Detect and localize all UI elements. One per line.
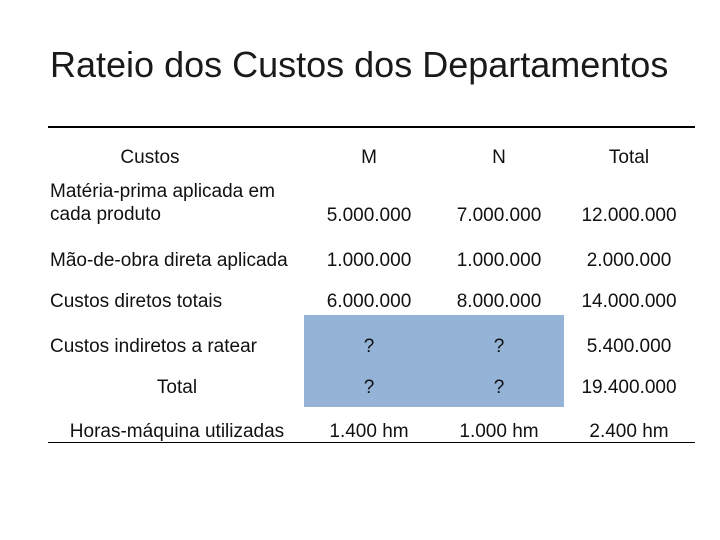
row-raw-material-total: 12.000.000 [581, 205, 677, 226]
header-costs: Custos [120, 147, 180, 168]
row-indirect-costs-total: 5.400.000 [586, 336, 672, 357]
row-direct-labor-m: 1.000.000 [326, 250, 412, 271]
row-raw-material-n: 7.000.000 [456, 205, 542, 226]
header-n: N [492, 147, 506, 168]
row-indirect-costs-m: ? [363, 336, 375, 357]
row-total-n: ? [493, 377, 505, 398]
row-direct-costs-n: 8.000.000 [456, 291, 542, 312]
row-label-total: Total [156, 377, 198, 398]
slide-title: Rateio dos Custos dos Departamentos [50, 44, 669, 85]
row-direct-costs-m: 6.000.000 [326, 291, 412, 312]
table-bottom-rule [48, 442, 695, 443]
row-machine-hours-n: 1.000 hm [459, 421, 539, 442]
table-top-rule [48, 126, 695, 128]
row-machine-hours-m: 1.400 hm [329, 421, 409, 442]
row-total-total: 19.400.000 [581, 377, 677, 398]
row-label-direct-costs: Custos diretos totais [50, 291, 223, 312]
row-direct-costs-total: 14.000.000 [581, 291, 677, 312]
row-raw-material-m: 5.000.000 [326, 205, 412, 226]
header-m: M [361, 147, 377, 168]
row-indirect-costs-n: ? [493, 336, 505, 357]
row-direct-labor-total: 2.000.000 [586, 250, 672, 271]
row-label-machine-hours: Horas-máquina utilizadas [69, 421, 285, 442]
row-label-raw-material: Matéria-prima aplicada em cada produto [50, 181, 275, 225]
header-total: Total [608, 147, 650, 168]
row-machine-hours-total: 2.400 hm [589, 421, 669, 442]
row-label-indirect-costs: Custos indiretos a ratear [50, 336, 257, 357]
row-label-direct-labor: Mão-de-obra direta aplicada [50, 250, 288, 271]
row-direct-labor-n: 1.000.000 [456, 250, 542, 271]
row-total-m: ? [363, 377, 375, 398]
